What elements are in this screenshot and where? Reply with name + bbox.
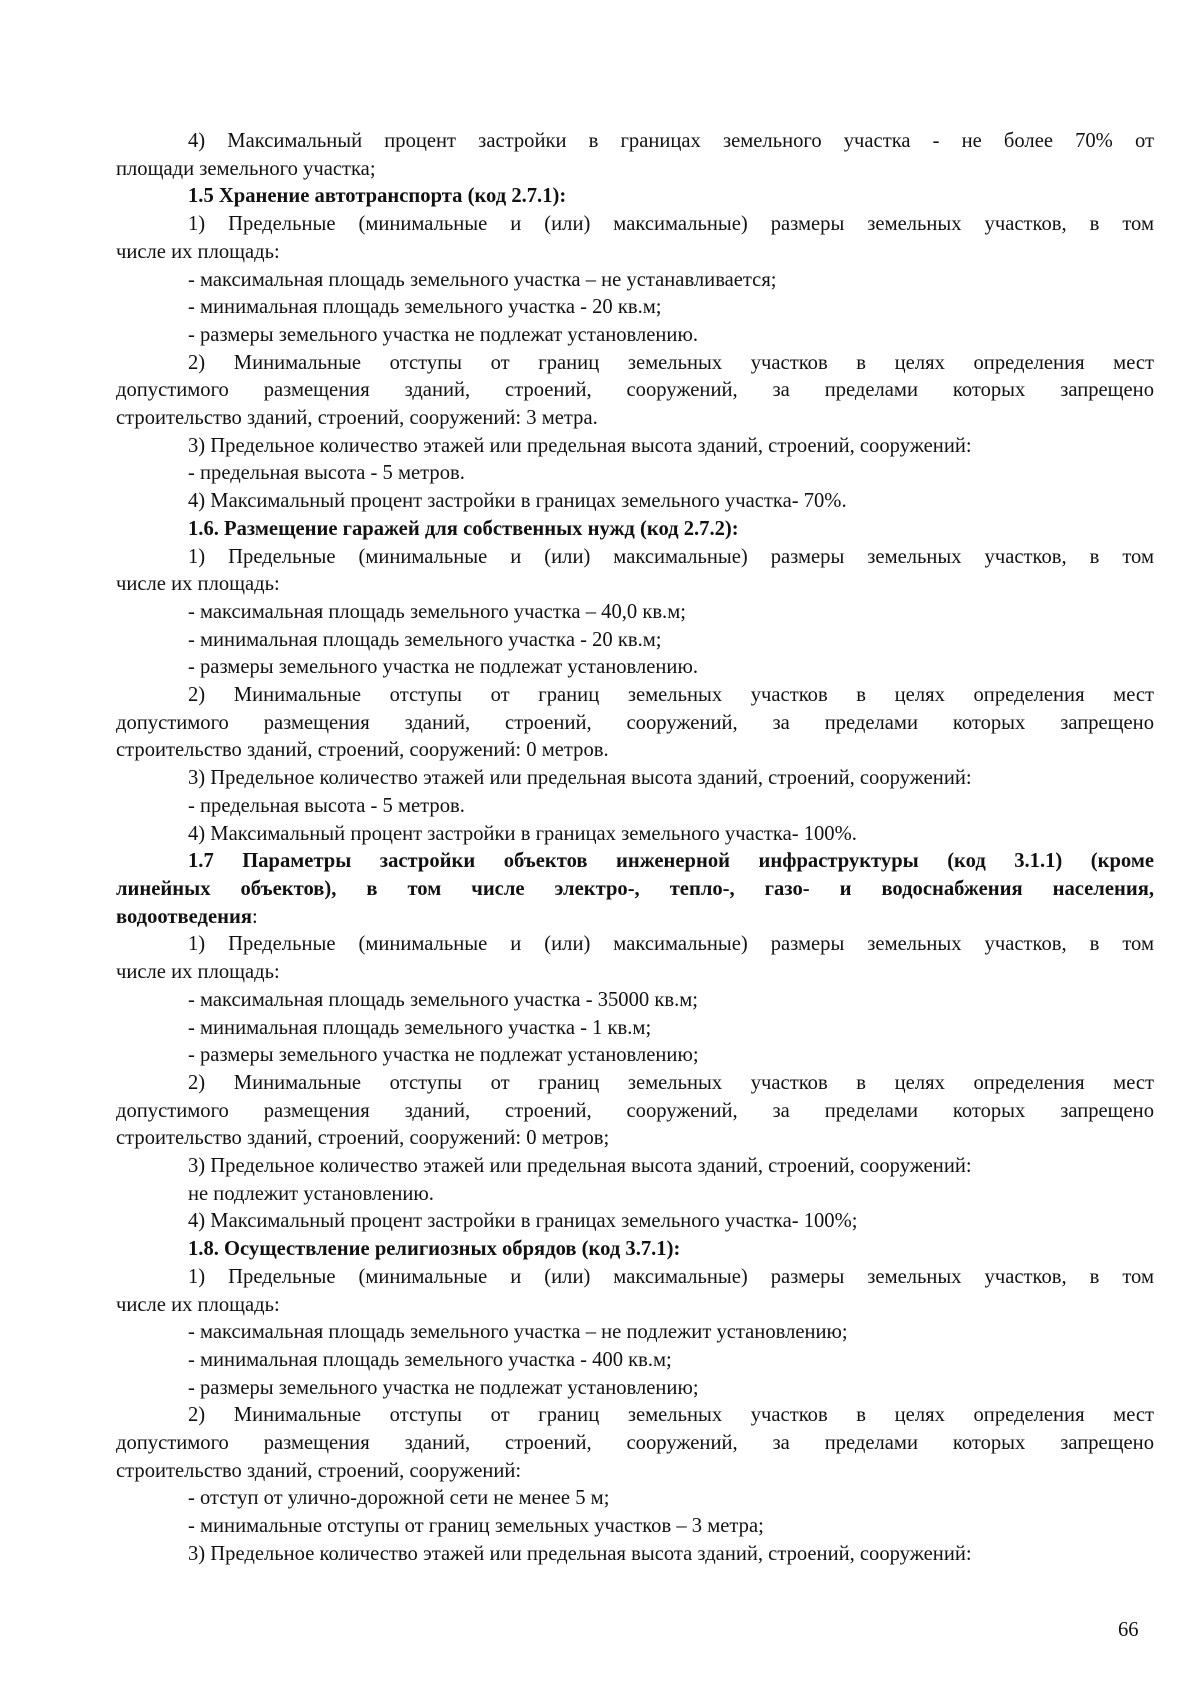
line-text: 1.8. Осуществление религиозных обрядов (код 3.7.1): <box>188 1238 681 1261</box>
line-text: - минимальная площадь земельного участка - 20 кв.м; <box>188 296 662 319</box>
text-line <box>116 1513 1154 1541</box>
line-text: - отступ от улично-дорожной сети не менее 5 м; <box>188 1487 610 1510</box>
text-line <box>116 1125 1154 1153</box>
line-text: не подлежит установлению. <box>188 1182 434 1205</box>
section-heading-line <box>116 183 1154 211</box>
line-text: 1) Предельные (минимальные и (или) максимальные) размеры земельных участков, в том <box>188 545 1154 568</box>
line-text: - размеры земельного участка не подлежат установлению; <box>188 1376 699 1399</box>
line-text: - минимальная площадь земельного участка - 400 кв.м; <box>188 1348 672 1371</box>
line-text: - максимальная площадь земельного участка – 40,0 кв.м; <box>188 600 686 623</box>
text-line <box>116 239 1154 267</box>
text-line <box>116 1015 1154 1043</box>
line-text: 4) Максимальный процент застройки в границах земельного участка- 70%. <box>188 490 847 513</box>
line-text: допустимого размещения зданий, строений, сооружений, за пределами которых запрещено <box>116 1432 1154 1455</box>
text-line <box>116 433 1154 461</box>
text-line <box>116 793 1154 821</box>
line-text: - минимальная площадь земельного участка - 20 кв.м; <box>188 628 662 651</box>
text-line <box>116 931 1154 959</box>
text-line <box>116 1541 1154 1569</box>
section-heading-line <box>116 876 1154 904</box>
line-text: - размеры земельного участка не подлежат установлению. <box>188 323 698 346</box>
line-text: 3) Предельное количество этажей или предельная высота зданий, строений, сооружений: <box>188 1542 972 1565</box>
line-text: 4) Максимальный процент застройки в границах земельного участка - не более 70% от <box>188 130 1154 152</box>
line-text: 1.5 Хранение автотранспорта (код 2.7.1): <box>188 185 567 208</box>
line-text: линейных объектов), в том числе электро-, тепло-, газо- и водоснабжения населения, <box>116 877 1154 900</box>
text-line <box>116 1098 1154 1126</box>
line-text: 2) Минимальные отступы от границ земельных участков в целях определения мест <box>188 1404 1154 1427</box>
line-text: 1.7 Параметры застройки объектов инженерной инфраструктуры (код 3.1.1) (кроме <box>188 850 1154 873</box>
text-line <box>116 737 1154 765</box>
line-tail: : <box>251 905 258 928</box>
text-line <box>116 460 1154 488</box>
line-text: - предельная высота - 5 метров. <box>188 794 465 817</box>
text-line <box>116 1375 1154 1403</box>
text-line <box>116 821 1154 849</box>
line-text: строительство зданий, строений, сооружений: 0 метров. <box>116 739 609 762</box>
line-text: числе их площадь: <box>116 1293 280 1316</box>
line-text: площади земельного участка; <box>116 157 376 180</box>
line-text: 3) Предельное количество этажей или предельная высота зданий, строений, сооружений: <box>188 1155 972 1178</box>
line-text: - максимальная площадь земельного участка - 35000 кв.м; <box>188 988 698 1011</box>
line-text: допустимого размещения зданий, строений, сооружений, за пределами которых запрещено <box>116 1099 1154 1122</box>
text-line <box>116 267 1154 295</box>
section-heading-line <box>116 1236 1154 1264</box>
text-line <box>116 599 1154 627</box>
line-text: 4) Максимальный процент застройки в границах земельного участка- 100%; <box>188 1210 858 1233</box>
text-line <box>116 682 1154 710</box>
text-line <box>116 128 1154 156</box>
line-text: 1.6. Размещение гаражей для собственных нужд (код 2.7.2): <box>188 517 739 540</box>
line-text: числе их площадь: <box>116 961 280 984</box>
text-line <box>116 156 1154 184</box>
line-text: допустимого размещения зданий, строений, сооружений, за пределами которых запрещено <box>116 379 1154 402</box>
line-text: строительство зданий, строений, сооружений: 3 метра. <box>116 407 598 430</box>
text-line <box>116 1402 1154 1430</box>
section-heading-line <box>116 848 1154 876</box>
text-line <box>116 211 1154 239</box>
text-line <box>116 1319 1154 1347</box>
text-line <box>116 1264 1154 1292</box>
document-body <box>116 128 1154 1569</box>
text-line <box>116 765 1154 793</box>
text-line <box>116 1485 1154 1513</box>
line-text: строительство зданий, строений, сооружений: <box>116 1459 522 1482</box>
text-line <box>116 1347 1154 1375</box>
line-text: 3) Предельное количество этажей или предельная высота зданий, строений, сооружений: <box>188 767 972 790</box>
text-line <box>116 959 1154 987</box>
line-text: 1) Предельные (минимальные и (или) максимальные) размеры земельных участков, в том <box>188 213 1154 236</box>
line-text: числе их площадь: <box>116 573 280 596</box>
text-line <box>116 1458 1154 1486</box>
line-text: 2) Минимальные отступы от границ земельных участков в целях определения мест <box>188 684 1154 707</box>
line-text: - минимальные отступы от границ земельных участков – 3 метра; <box>188 1515 764 1538</box>
text-line <box>116 322 1154 350</box>
text-line <box>116 571 1154 599</box>
text-line <box>116 405 1154 433</box>
text-line <box>116 987 1154 1015</box>
text-line <box>116 294 1154 322</box>
text-line <box>116 654 1154 682</box>
line-text: - минимальная площадь земельного участка - 1 кв.м; <box>188 1016 652 1039</box>
line-text: числе их площадь: <box>116 240 280 263</box>
text-line <box>116 1042 1154 1070</box>
text-line <box>116 1430 1154 1458</box>
page-number: 66 <box>1118 1619 1139 1641</box>
text-line <box>116 1292 1154 1320</box>
text-line <box>116 1153 1154 1181</box>
line-text: - максимальная площадь земельного участка – не устанавливается; <box>188 268 777 291</box>
line-text: 1) Предельные (минимальные и (или) максимальные) размеры земельных участков, в том <box>188 1265 1154 1288</box>
line-text: 3) Предельное количество этажей или предельная высота зданий, строений, сооружений: <box>188 434 972 457</box>
line-text: водоотведения <box>116 905 252 928</box>
line-text: 4) Максимальный процент застройки в границах земельного участка- 100%. <box>188 822 857 845</box>
section-heading-line <box>116 904 1154 932</box>
text-line <box>116 710 1154 738</box>
line-text: - размеры земельного участка не подлежат установлению. <box>188 656 698 679</box>
line-text: строительство зданий, строений, сооружений: 0 метров; <box>116 1127 610 1150</box>
line-text: - размеры земельного участка не подлежат установлению; <box>188 1044 699 1067</box>
text-line <box>116 377 1154 405</box>
text-line <box>116 1070 1154 1098</box>
line-text: 1) Предельные (минимальные и (или) максимальные) размеры земельных участков, в том <box>188 933 1154 956</box>
line-text: 2) Минимальные отступы от границ земельных участков в целях определения мест <box>188 1071 1154 1094</box>
text-line <box>116 488 1154 516</box>
text-line <box>116 1208 1154 1236</box>
text-line <box>116 544 1154 572</box>
line-text: - предельная высота - 5 метров. <box>188 462 465 485</box>
text-line <box>116 350 1154 378</box>
text-line <box>116 627 1154 655</box>
line-text: 2) Минимальные отступы от границ земельных участков в целях определения мест <box>188 351 1154 374</box>
text-line <box>116 1181 1154 1209</box>
line-text: - максимальная площадь земельного участка – не подлежит установлению; <box>188 1321 848 1344</box>
section-heading-line <box>116 516 1154 544</box>
line-text: допустимого размещения зданий, строений, сооружений, за пределами которых запрещено <box>116 711 1154 734</box>
